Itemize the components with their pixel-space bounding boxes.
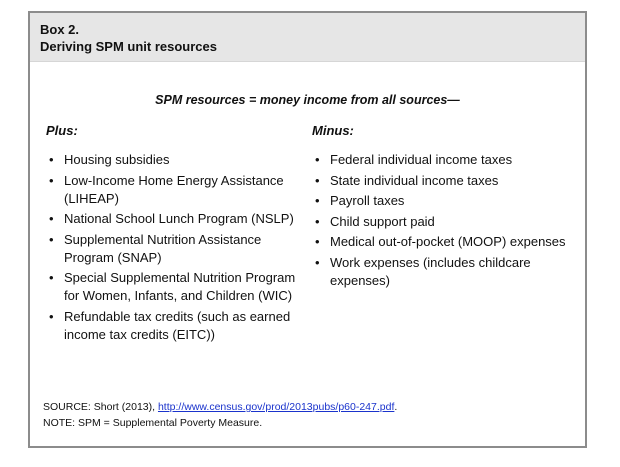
plus-list [46,151,306,344]
minus-column [312,123,572,293]
minus-heading: Minus: [312,123,354,138]
box-label: Box 2. [40,22,80,37]
source-line [43,399,397,415]
box-title: Deriving SPM unit resources [40,39,217,54]
source-link[interactable]: http://www.census.gov/prod/2013pubs/p60-247.pdf [157,401,395,413]
list-item: • Refundable tax credits (such as earned income tax credits (EITC)) [46,308,306,344]
list-item: • State individual income taxes [312,172,572,190]
list-item: • Special Supplemental Nutrition Program for Women, Infants, and Children (WIC) [46,269,306,305]
list-item: • Supplemental Nutrition Assistance Program (SNAP) [46,231,306,267]
plus-heading: Plus: [46,123,78,138]
source-suffix: . [394,401,398,413]
source-prefix: SOURCE: Short (2013), [43,401,158,413]
list-item: • Payroll taxes [312,192,572,210]
box-footer [43,399,397,431]
plus-column [46,123,306,347]
formula-heading: SPM resources = money income from all sources— [155,93,460,107]
info-box [28,11,587,448]
list-item: • Medical out-of-pocket (MOOP) expenses [312,233,572,251]
list-item: • Housing subsidies [46,151,306,169]
box-header [30,13,585,62]
list-item: • Child support paid [312,213,572,231]
minus-list [312,151,572,290]
list-item: • National School Lunch Program (NSLP) [46,210,306,228]
list-item: • Low-Income Home Energy Assistance (LIHEAP) [46,172,306,208]
list-item: • Work expenses (includes childcare expenses) [312,254,572,290]
note-line: NOTE: SPM = Supplemental Poverty Measure. [43,417,263,429]
list-item: • Federal individual income taxes [312,151,572,169]
